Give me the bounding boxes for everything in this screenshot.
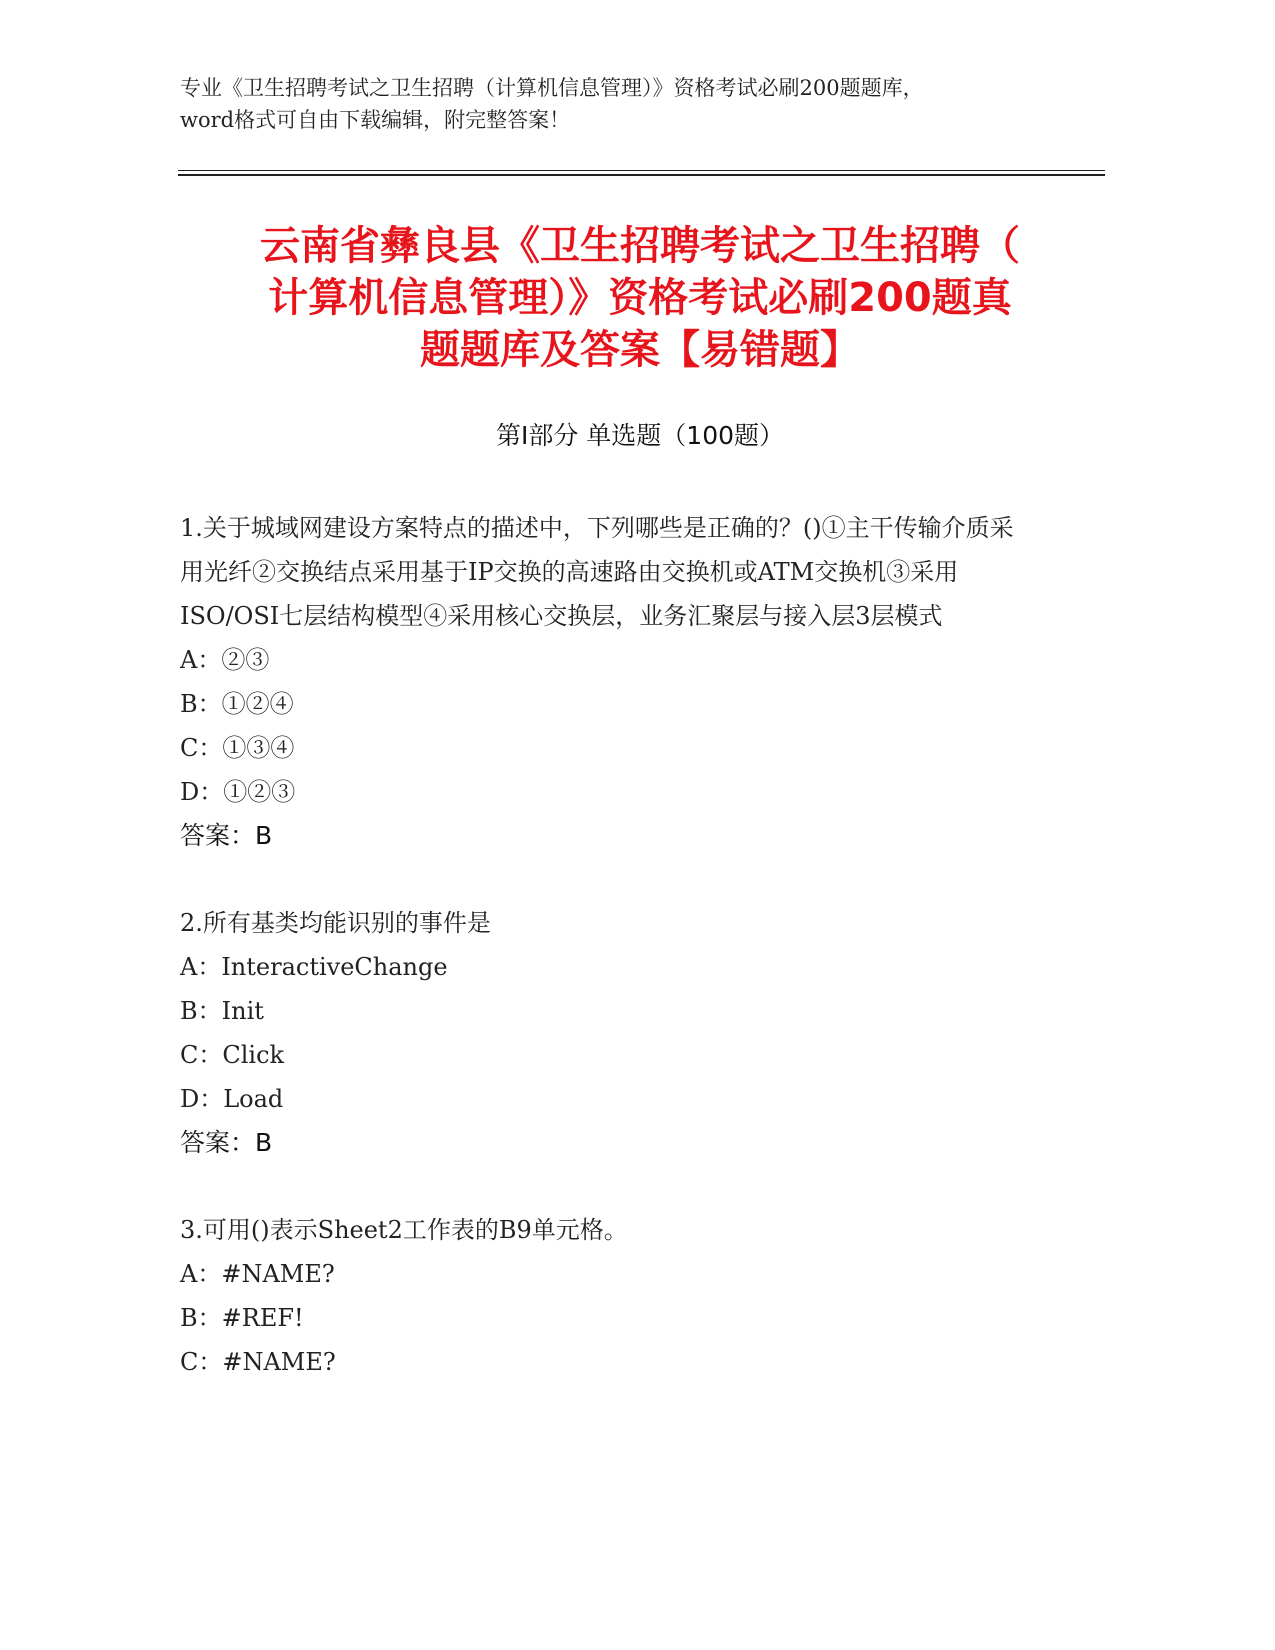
section-heading: 第Ⅰ部分 单选题（100题） xyxy=(495,421,785,450)
title-line-3: 题题库及答案【易错题】 xyxy=(420,327,860,373)
question-stem: 1.关于城域网建设方案特点的描述中，下列哪些是正确的？()①主干传输介质采用光纤②交换结点采用基于IP交换的高速路由交换机或ATM交换机③采用ISO/OSI七层结构模型④采用核心交换层，业务汇聚层与接入层3层模式 xyxy=(180,514,1014,630)
option-b: B：Init xyxy=(180,997,264,1025)
question-2 xyxy=(180,901,1030,1165)
question-list xyxy=(180,506,1030,1427)
question-1 xyxy=(180,506,1030,858)
question-3 xyxy=(180,1208,1030,1384)
header-line-1: 专业《卫生招聘考试之卫生招聘（计算机信息管理）》资格考试必刷200题题库， xyxy=(180,76,924,100)
document-title xyxy=(180,220,1100,376)
option-c: C：#NAME? xyxy=(180,1348,336,1376)
option-c: C：①③④ xyxy=(180,734,295,762)
option-b: B：#REF! xyxy=(180,1304,304,1332)
question-stem: 3.可用()表示Sheet2工作表的B9单元格。 xyxy=(180,1216,628,1244)
header-line-2: word格式可自由下载编辑，附完整答案！ xyxy=(180,108,571,132)
option-d: D：①②③ xyxy=(180,778,296,806)
answer: 答案：B xyxy=(180,821,273,850)
title-line-2: 计算机信息管理）》资格考试必刷200题真 xyxy=(268,275,1012,321)
option-a: A：②③ xyxy=(180,646,270,674)
header-divider-thin xyxy=(178,170,1105,171)
question-stem: 2.所有基类均能识别的事件是 xyxy=(180,909,491,937)
option-a: A：#NAME? xyxy=(180,1260,335,1288)
option-b: B：①②④ xyxy=(180,690,294,718)
option-d: D：Load xyxy=(180,1085,284,1113)
header-divider-thick xyxy=(178,174,1105,176)
title-line-1: 云南省彝良县《卫生招聘考试之卫生招聘（ xyxy=(260,223,1020,269)
page-header xyxy=(180,72,1100,136)
answer: 答案：B xyxy=(180,1128,273,1157)
option-c: C：Click xyxy=(180,1041,285,1069)
option-a: A：InteractiveChange xyxy=(180,953,448,981)
